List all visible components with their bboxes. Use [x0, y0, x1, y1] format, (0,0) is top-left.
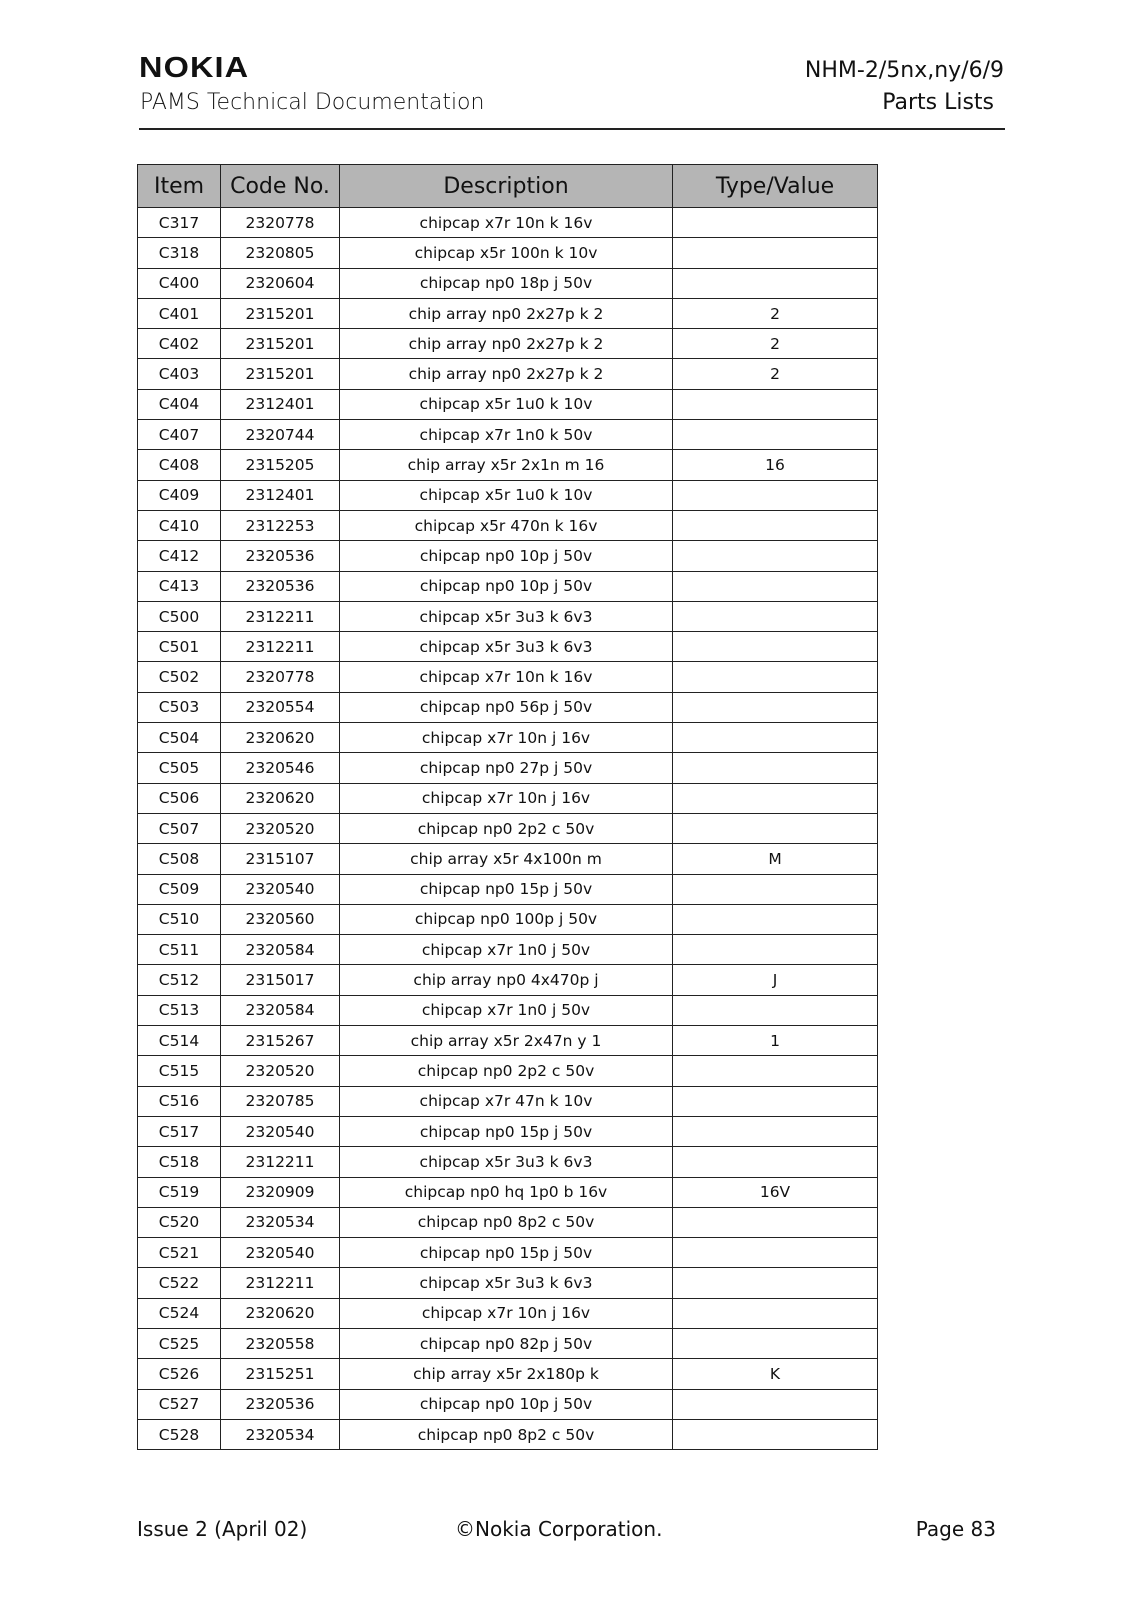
table-row: [138, 662, 878, 692]
description-cell: chipcap x5r 3u3 k 6v3: [340, 1268, 673, 1298]
table-row: [138, 389, 878, 419]
item-cell: C402: [138, 329, 221, 359]
description-cell: chip array x5r 4x100n m: [340, 844, 673, 874]
description-cell: chipcap x5r 1u0 k 10v: [340, 389, 673, 419]
item-cell: C407: [138, 420, 221, 450]
code-cell: 2312401: [221, 389, 340, 419]
item-cell: C513: [138, 995, 221, 1025]
description-cell: chipcap x5r 3u3 k 6v3: [340, 601, 673, 631]
description-cell: chipcap np0 8p2 c 50v: [340, 1419, 673, 1449]
code-cell: 2312211: [221, 1268, 340, 1298]
item-cell: C501: [138, 632, 221, 662]
code-cell: 2320778: [221, 208, 340, 238]
table-row: [138, 1419, 878, 1449]
item-cell: C526: [138, 1359, 221, 1389]
type-value-cell: [673, 935, 878, 965]
type-value-cell: [673, 995, 878, 1025]
table-row: [138, 541, 878, 571]
type-value-cell: 16: [673, 450, 878, 480]
item-cell: C408: [138, 450, 221, 480]
code-cell: 2320620: [221, 1298, 340, 1328]
item-cell: C519: [138, 1177, 221, 1207]
code-cell: 2320536: [221, 541, 340, 571]
type-value-cell: [673, 1207, 878, 1237]
type-value-cell: [673, 1389, 878, 1419]
type-value-cell: [673, 389, 878, 419]
item-cell: C317: [138, 208, 221, 238]
type-value-cell: [673, 723, 878, 753]
code-cell: 2320520: [221, 1056, 340, 1086]
item-cell: C503: [138, 692, 221, 722]
description-cell: chipcap np0 10p j 50v: [340, 1389, 673, 1419]
table-row: [138, 238, 878, 268]
type-value-cell: [673, 1268, 878, 1298]
table-row: [138, 783, 878, 813]
item-cell: C412: [138, 541, 221, 571]
table-row: [138, 1207, 878, 1237]
item-cell: C528: [138, 1419, 221, 1449]
code-cell: 2315267: [221, 1026, 340, 1056]
code-cell: 2320620: [221, 783, 340, 813]
code-cell: 2320560: [221, 904, 340, 934]
item-cell: C404: [138, 389, 221, 419]
item-cell: C410: [138, 510, 221, 540]
item-cell: C524: [138, 1298, 221, 1328]
code-cell: 2320534: [221, 1207, 340, 1237]
table-row: [138, 1298, 878, 1328]
issue-label: Issue 2 (April 02): [137, 1517, 308, 1541]
document-title: PAMS Technical Documentation: [140, 90, 485, 115]
item-cell: C518: [138, 1147, 221, 1177]
description-cell: chipcap np0 27p j 50v: [340, 753, 673, 783]
item-cell: C403: [138, 359, 221, 389]
table-row: [138, 1026, 878, 1056]
table-row: [138, 1238, 878, 1268]
type-value-cell: [673, 662, 878, 692]
description-cell: chipcap x7r 1n0 k 50v: [340, 420, 673, 450]
item-cell: C413: [138, 571, 221, 601]
code-cell: 2320536: [221, 571, 340, 601]
description-cell: chip array np0 2x27p k 2: [340, 298, 673, 328]
item-cell: C409: [138, 480, 221, 510]
code-cell: 2315205: [221, 450, 340, 480]
page-number: Page 83: [915, 1517, 996, 1541]
item-cell: C517: [138, 1116, 221, 1146]
type-value-cell: [673, 1328, 878, 1358]
type-value-cell: 2: [673, 298, 878, 328]
table-row: [138, 208, 878, 238]
table-row: [138, 450, 878, 480]
table-row: [138, 995, 878, 1025]
code-cell: 2320584: [221, 935, 340, 965]
description-cell: chipcap x5r 3u3 k 6v3: [340, 1147, 673, 1177]
table-row: [138, 1177, 878, 1207]
table-row: [138, 813, 878, 843]
code-cell: 2320558: [221, 1328, 340, 1358]
code-cell: 2315201: [221, 298, 340, 328]
table-row: [138, 692, 878, 722]
table-row: [138, 1389, 878, 1419]
table-row: [138, 480, 878, 510]
type-value-cell: [673, 632, 878, 662]
table-row: [138, 601, 878, 631]
table-row: [138, 632, 878, 662]
code-cell: 2315201: [221, 359, 340, 389]
description-cell: chipcap x7r 10n j 16v: [340, 1298, 673, 1328]
type-value-cell: [673, 571, 878, 601]
item-cell: C506: [138, 783, 221, 813]
description-cell: chipcap np0 10p j 50v: [340, 571, 673, 601]
item-cell: C511: [138, 935, 221, 965]
code-cell: 2315017: [221, 965, 340, 995]
model-number: NHM-2/5nx,ny/6/9: [804, 58, 1004, 83]
table-row: [138, 268, 878, 298]
table-header-row: [138, 165, 878, 208]
description-cell: chipcap np0 82p j 50v: [340, 1328, 673, 1358]
description-cell: chipcap x7r 10n j 16v: [340, 783, 673, 813]
code-cell: 2320909: [221, 1177, 340, 1207]
table-row: [138, 904, 878, 934]
code-cell: 2320546: [221, 753, 340, 783]
code-cell: 2312211: [221, 601, 340, 631]
description-cell: chipcap np0 10p j 50v: [340, 541, 673, 571]
type-value-cell: [673, 1298, 878, 1328]
description-cell: chipcap x5r 3u3 k 6v3: [340, 632, 673, 662]
code-cell: 2315251: [221, 1359, 340, 1389]
table-row: [138, 1359, 878, 1389]
type-value-cell: 16V: [673, 1177, 878, 1207]
description-cell: chipcap x7r 10n k 16v: [340, 208, 673, 238]
description-cell: chipcap x5r 470n k 16v: [340, 510, 673, 540]
code-cell: 2320584: [221, 995, 340, 1025]
item-cell: C318: [138, 238, 221, 268]
description-cell: chipcap np0 15p j 50v: [340, 1238, 673, 1268]
type-value-cell: [673, 783, 878, 813]
code-cell: 2320540: [221, 1238, 340, 1268]
type-value-cell: [673, 692, 878, 722]
description-cell: chipcap np0 100p j 50v: [340, 904, 673, 934]
table-row: [138, 935, 878, 965]
section-title: Parts Lists: [882, 90, 994, 115]
type-value-cell: [673, 238, 878, 268]
item-cell: C508: [138, 844, 221, 874]
type-value-cell: [673, 510, 878, 540]
code-cell: 2320620: [221, 723, 340, 753]
table-row: [138, 571, 878, 601]
item-cell: C504: [138, 723, 221, 753]
table-row: [138, 329, 878, 359]
table-row: [138, 1116, 878, 1146]
type-value-cell: [673, 1086, 878, 1116]
code-cell: 2315107: [221, 844, 340, 874]
type-value-cell: [673, 268, 878, 298]
table-row: [138, 1268, 878, 1298]
column-header-code: Code No.: [221, 165, 340, 208]
type-value-cell: 2: [673, 329, 878, 359]
type-value-cell: 1: [673, 1026, 878, 1056]
table-row: [138, 510, 878, 540]
code-cell: 2320785: [221, 1086, 340, 1116]
description-cell: chipcap np0 15p j 50v: [340, 1116, 673, 1146]
type-value-cell: [673, 420, 878, 450]
type-value-cell: K: [673, 1359, 878, 1389]
type-value-cell: [673, 541, 878, 571]
item-cell: C507: [138, 813, 221, 843]
type-value-cell: [673, 753, 878, 783]
table-row: [138, 359, 878, 389]
type-value-cell: [673, 1147, 878, 1177]
description-cell: chipcap x7r 10n k 16v: [340, 662, 673, 692]
description-cell: chip array x5r 2x180p k: [340, 1359, 673, 1389]
type-value-cell: [673, 813, 878, 843]
type-value-cell: [673, 1116, 878, 1146]
code-cell: 2312211: [221, 1147, 340, 1177]
table-row: [138, 1056, 878, 1086]
description-cell: chip array np0 2x27p k 2: [340, 359, 673, 389]
type-value-cell: J: [673, 965, 878, 995]
description-cell: chipcap np0 hq 1p0 b 16v: [340, 1177, 673, 1207]
code-cell: 2312401: [221, 480, 340, 510]
type-value-cell: [673, 208, 878, 238]
table-row: [138, 753, 878, 783]
description-cell: chipcap np0 2p2 c 50v: [340, 1056, 673, 1086]
code-cell: 2320805: [221, 238, 340, 268]
type-value-cell: [673, 904, 878, 934]
item-cell: C510: [138, 904, 221, 934]
description-cell: chip array np0 4x470p j: [340, 965, 673, 995]
item-cell: C525: [138, 1328, 221, 1358]
type-value-cell: [673, 601, 878, 631]
table-row: [138, 874, 878, 904]
column-header-type-value: Type/Value: [673, 165, 878, 208]
type-value-cell: [673, 480, 878, 510]
item-cell: C400: [138, 268, 221, 298]
description-cell: chipcap np0 56p j 50v: [340, 692, 673, 722]
code-cell: 2320604: [221, 268, 340, 298]
item-cell: C509: [138, 874, 221, 904]
item-cell: C512: [138, 965, 221, 995]
type-value-cell: [673, 1056, 878, 1086]
code-cell: 2320540: [221, 874, 340, 904]
column-header-item: Item: [138, 165, 221, 208]
type-value-cell: [673, 1238, 878, 1268]
description-cell: chip array x5r 2x47n y 1: [340, 1026, 673, 1056]
code-cell: 2315201: [221, 329, 340, 359]
item-cell: C502: [138, 662, 221, 692]
table-row: [138, 965, 878, 995]
item-cell: C521: [138, 1238, 221, 1268]
code-cell: 2320540: [221, 1116, 340, 1146]
code-cell: 2320536: [221, 1389, 340, 1419]
table-row: [138, 723, 878, 753]
type-value-cell: [673, 874, 878, 904]
description-cell: chipcap np0 2p2 c 50v: [340, 813, 673, 843]
table-row: [138, 1147, 878, 1177]
item-cell: C527: [138, 1389, 221, 1419]
table-row: [138, 1328, 878, 1358]
header-divider: [139, 128, 1005, 130]
item-cell: C401: [138, 298, 221, 328]
description-cell: chip array x5r 2x1n m 16: [340, 450, 673, 480]
table-row: [138, 1086, 878, 1116]
item-cell: C516: [138, 1086, 221, 1116]
copyright-label: ©Nokia Corporation.: [455, 1517, 663, 1541]
code-cell: 2312211: [221, 632, 340, 662]
code-cell: 2320744: [221, 420, 340, 450]
description-cell: chip array np0 2x27p k 2: [340, 329, 673, 359]
code-cell: 2320554: [221, 692, 340, 722]
type-value-cell: [673, 1419, 878, 1449]
code-cell: 2312253: [221, 510, 340, 540]
description-cell: chipcap x5r 100n k 10v: [340, 238, 673, 268]
type-value-cell: M: [673, 844, 878, 874]
code-cell: 2320534: [221, 1419, 340, 1449]
parts-table-body: [138, 208, 878, 1450]
nokia-logo: NOKIA: [139, 52, 250, 84]
type-value-cell: 2: [673, 359, 878, 389]
table-row: [138, 420, 878, 450]
column-header-description: Description: [340, 165, 673, 208]
code-cell: 2320778: [221, 662, 340, 692]
item-cell: C522: [138, 1268, 221, 1298]
item-cell: C520: [138, 1207, 221, 1237]
description-cell: chipcap np0 18p j 50v: [340, 268, 673, 298]
code-cell: 2320520: [221, 813, 340, 843]
item-cell: C514: [138, 1026, 221, 1056]
description-cell: chipcap np0 15p j 50v: [340, 874, 673, 904]
item-cell: C500: [138, 601, 221, 631]
item-cell: C505: [138, 753, 221, 783]
description-cell: chipcap x7r 10n j 16v: [340, 723, 673, 753]
description-cell: chipcap x7r 1n0 j 50v: [340, 995, 673, 1025]
table-row: [138, 844, 878, 874]
item-cell: C515: [138, 1056, 221, 1086]
description-cell: chipcap x7r 1n0 j 50v: [340, 935, 673, 965]
description-cell: chipcap x7r 47n k 10v: [340, 1086, 673, 1116]
parts-table: [137, 164, 878, 1450]
description-cell: chipcap x5r 1u0 k 10v: [340, 480, 673, 510]
table-row: [138, 298, 878, 328]
description-cell: chipcap np0 8p2 c 50v: [340, 1207, 673, 1237]
